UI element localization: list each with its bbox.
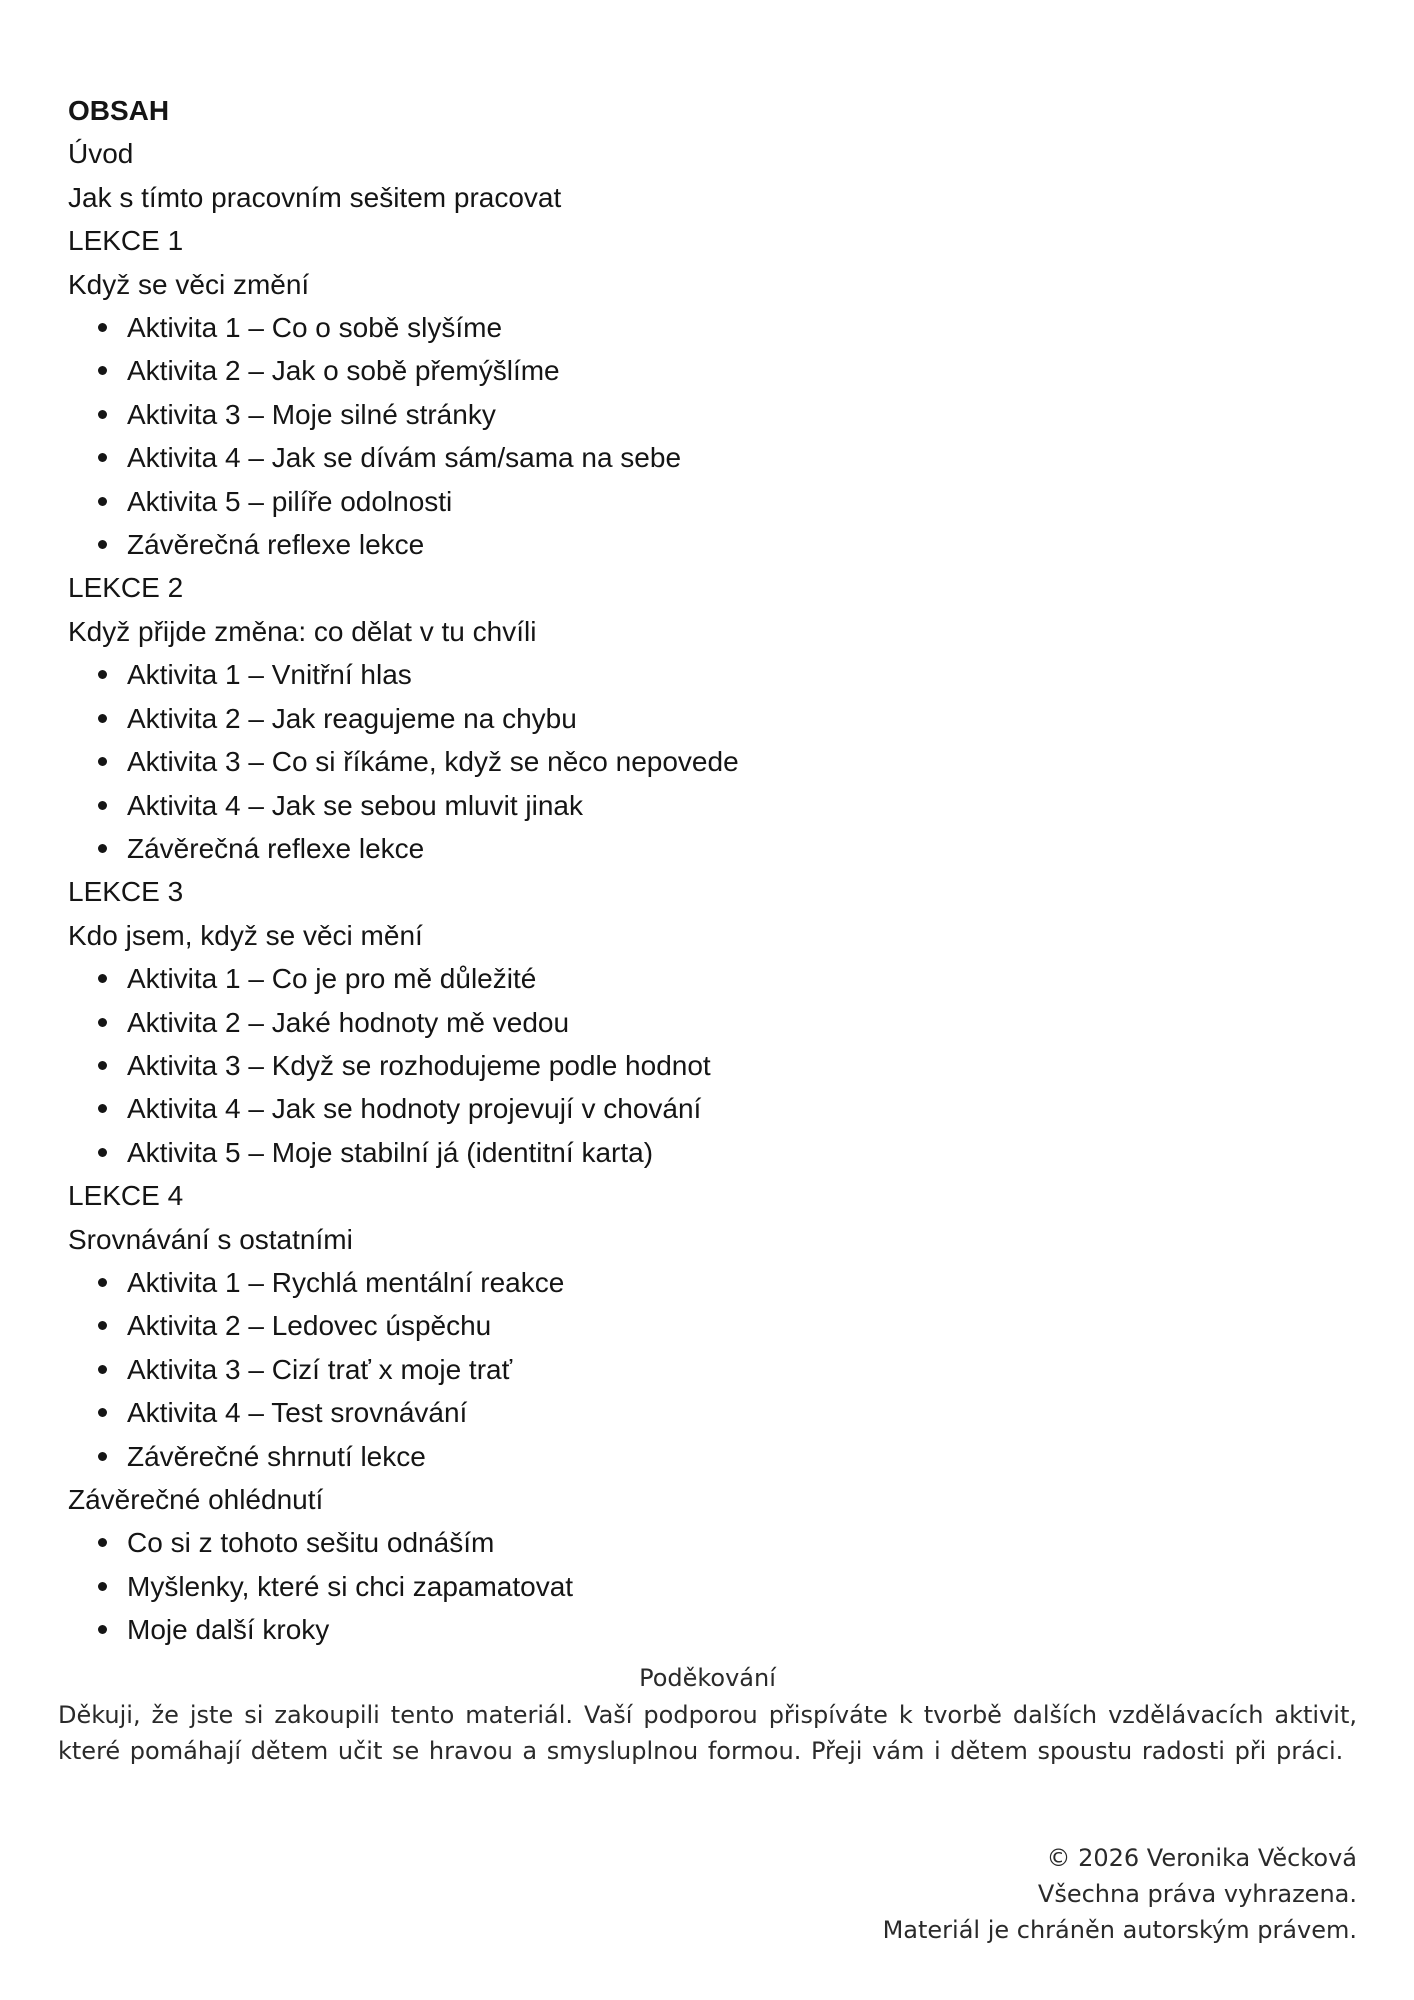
acknowledgement-text: Děkuji, že jste si zakoupili tento materiál. Vaší podporou přispíváte k tvorbě dalších vzdělávacích aktivit, které pomáhají dětem učit se hravou a smysluplnou formou. Přeji vám i dětem spoustu radosti při práci.: [58, 1701, 1357, 1765]
bullet-dot-icon: [98, 1408, 107, 1417]
toc-bullet-item: [68, 1608, 1358, 1651]
bullet-dot-icon: [98, 366, 107, 375]
bullet-dot-icon: [98, 323, 107, 332]
toc-item-label: Aktivita 3 – Cizí trať x moje trať: [127, 1353, 513, 1385]
bullet-dot-icon: [98, 757, 107, 766]
copyright-line: © 2026 Veronika Věcková: [1046, 1844, 1357, 1872]
bullet-dot-icon: [98, 453, 107, 462]
toc-entry: Srovnávání s ostatními: [68, 1223, 353, 1255]
toc-bullet-item: [68, 697, 1358, 740]
toc-item-label: Aktivita 3 – Co si říkáme, když se něco nepovede: [127, 746, 739, 778]
toc-entry: Závěrečné ohlédnutí: [68, 1484, 324, 1515]
bullet-dot-icon: [98, 410, 107, 419]
bullet-dot-icon: [98, 1148, 107, 1157]
toc-bullet-item: [68, 784, 1358, 827]
toc-bullet-item: [68, 306, 1358, 349]
bullet-dot-icon: [98, 1452, 107, 1461]
toc-bullet-item: [68, 1131, 1358, 1174]
toc-item-label: Aktivita 5 – pilíře odolnosti: [127, 485, 453, 517]
toc-bullet-item: [68, 1391, 1358, 1434]
toc-item-label: Závěrečná reflexe lekce: [127, 832, 425, 864]
bullet-dot-icon: [98, 1061, 107, 1070]
bullet-dot-icon: [98, 497, 107, 506]
toc-item-label: Aktivita 1 – Co o sobě slyšíme: [127, 312, 503, 344]
toc-item-label: Aktivita 4 – Jak se dívám sám/sama na sebe: [127, 442, 682, 474]
toc-bullet-item: [68, 957, 1358, 1000]
toc-item-label: Závěrečná reflexe lekce: [127, 529, 425, 561]
bullet-dot-icon: [98, 1538, 107, 1547]
toc-item-label: Aktivita 2 – Ledovec úspěchu: [127, 1310, 492, 1342]
toc-item-label: Aktivita 5 – Moje stabilní já (identitní karta): [127, 1136, 654, 1168]
bullet-dot-icon: [98, 540, 107, 549]
toc-bullet-item: [68, 436, 1358, 479]
toc-item-label: Závěrečné shrnutí lekce: [127, 1440, 426, 1472]
toc-item-label: Aktivita 1 – Vnitřní hlas: [127, 659, 412, 691]
toc-entry: Úvod: [68, 138, 134, 170]
copyright-line: Materiál je chráněn autorským právem.: [882, 1916, 1357, 1944]
toc-list: [68, 132, 1358, 1651]
bullet-dot-icon: [98, 974, 107, 983]
bullet-dot-icon: [98, 801, 107, 810]
toc-item-label: Aktivita 4 – Jak se hodnoty projevují v chování: [127, 1093, 702, 1125]
toc-entry: Jak s tímto pracovním sešitem pracovat: [68, 181, 562, 213]
toc-entry: LEKCE 2: [68, 572, 184, 604]
toc-entry: Když přijde změna: co dělat v tu chvíli: [68, 615, 537, 647]
toc-bullet-item: [68, 1435, 1358, 1478]
toc-bullet-item: [68, 1261, 1358, 1304]
toc-bullet-item: [68, 1001, 1358, 1044]
bullet-dot-icon: [98, 1582, 107, 1591]
toc-bullet-item: [68, 1304, 1358, 1347]
bullet-dot-icon: [98, 714, 107, 723]
bullet-dot-icon: [98, 1625, 107, 1634]
toc-item-label: Aktivita 2 – Jak reagujeme na chybu: [127, 702, 577, 734]
toc-bullet-item: [68, 1565, 1358, 1608]
toc-entry: Když se věci změní: [68, 268, 310, 300]
toc-bullet-item: [68, 1521, 1358, 1564]
toc-item-label: Aktivita 3 – Moje silné stránky: [127, 398, 496, 430]
copyright-line: Všechna práva vyhrazena.: [1037, 1880, 1357, 1908]
toc-entry: LEKCE 3: [68, 876, 184, 908]
toc-item-label: Co si z tohoto sešitu odnáším: [127, 1527, 495, 1559]
toc-entry: LEKCE 1: [68, 225, 184, 257]
copyright-block: [58, 1840, 1357, 1948]
toc-bullet-item: [68, 740, 1358, 783]
toc-item-label: Aktivita 4 – Test srovnávání: [127, 1397, 468, 1429]
toc-entry: Kdo jsem, když se věci mění: [68, 919, 423, 951]
bullet-dot-icon: [98, 1365, 107, 1374]
toc-item-label: Aktivita 1 – Rychlá mentální reakce: [127, 1266, 565, 1298]
toc-title: OBSAH: [68, 95, 170, 126]
bullet-dot-icon: [98, 670, 107, 679]
toc-item-label: Aktivita 2 – Jaké hodnoty mě vedou: [127, 1006, 570, 1038]
toc-item-label: Myšlenky, které si chci zapamatovat: [127, 1570, 574, 1602]
bullet-dot-icon: [98, 1018, 107, 1027]
toc-entry: LEKCE 4: [68, 1180, 184, 1212]
bullet-dot-icon: [98, 844, 107, 853]
toc-bullet-item: [68, 653, 1358, 696]
toc-bullet-item: [68, 480, 1358, 523]
toc-bullet-item: [68, 1087, 1358, 1130]
toc-bullet-item: [68, 1348, 1358, 1391]
toc-bullet-item: [68, 349, 1358, 392]
toc-item-label: Aktivita 3 – Když se rozhodujeme podle hodnot: [127, 1049, 711, 1081]
bullet-dot-icon: [98, 1278, 107, 1287]
acknowledgement-section: [58, 1660, 1357, 1769]
toc-bullet-item: [68, 393, 1358, 436]
table-of-contents: [68, 89, 1358, 1652]
bullet-dot-icon: [98, 1321, 107, 1330]
acknowledgement-heading: Poděkování: [639, 1664, 776, 1692]
toc-bullet-item: [68, 523, 1358, 566]
bullet-dot-icon: [98, 1104, 107, 1113]
toc-item-label: Moje další kroky: [127, 1614, 330, 1646]
toc-item-label: Aktivita 1 – Co je pro mě důležité: [127, 963, 537, 995]
toc-bullet-item: [68, 1044, 1358, 1087]
toc-item-label: Aktivita 4 – Jak se sebou mluvit jinak: [127, 789, 583, 821]
toc-bullet-item: [68, 827, 1358, 870]
toc-item-label: Aktivita 2 – Jak o sobě přemýšlíme: [127, 355, 560, 387]
